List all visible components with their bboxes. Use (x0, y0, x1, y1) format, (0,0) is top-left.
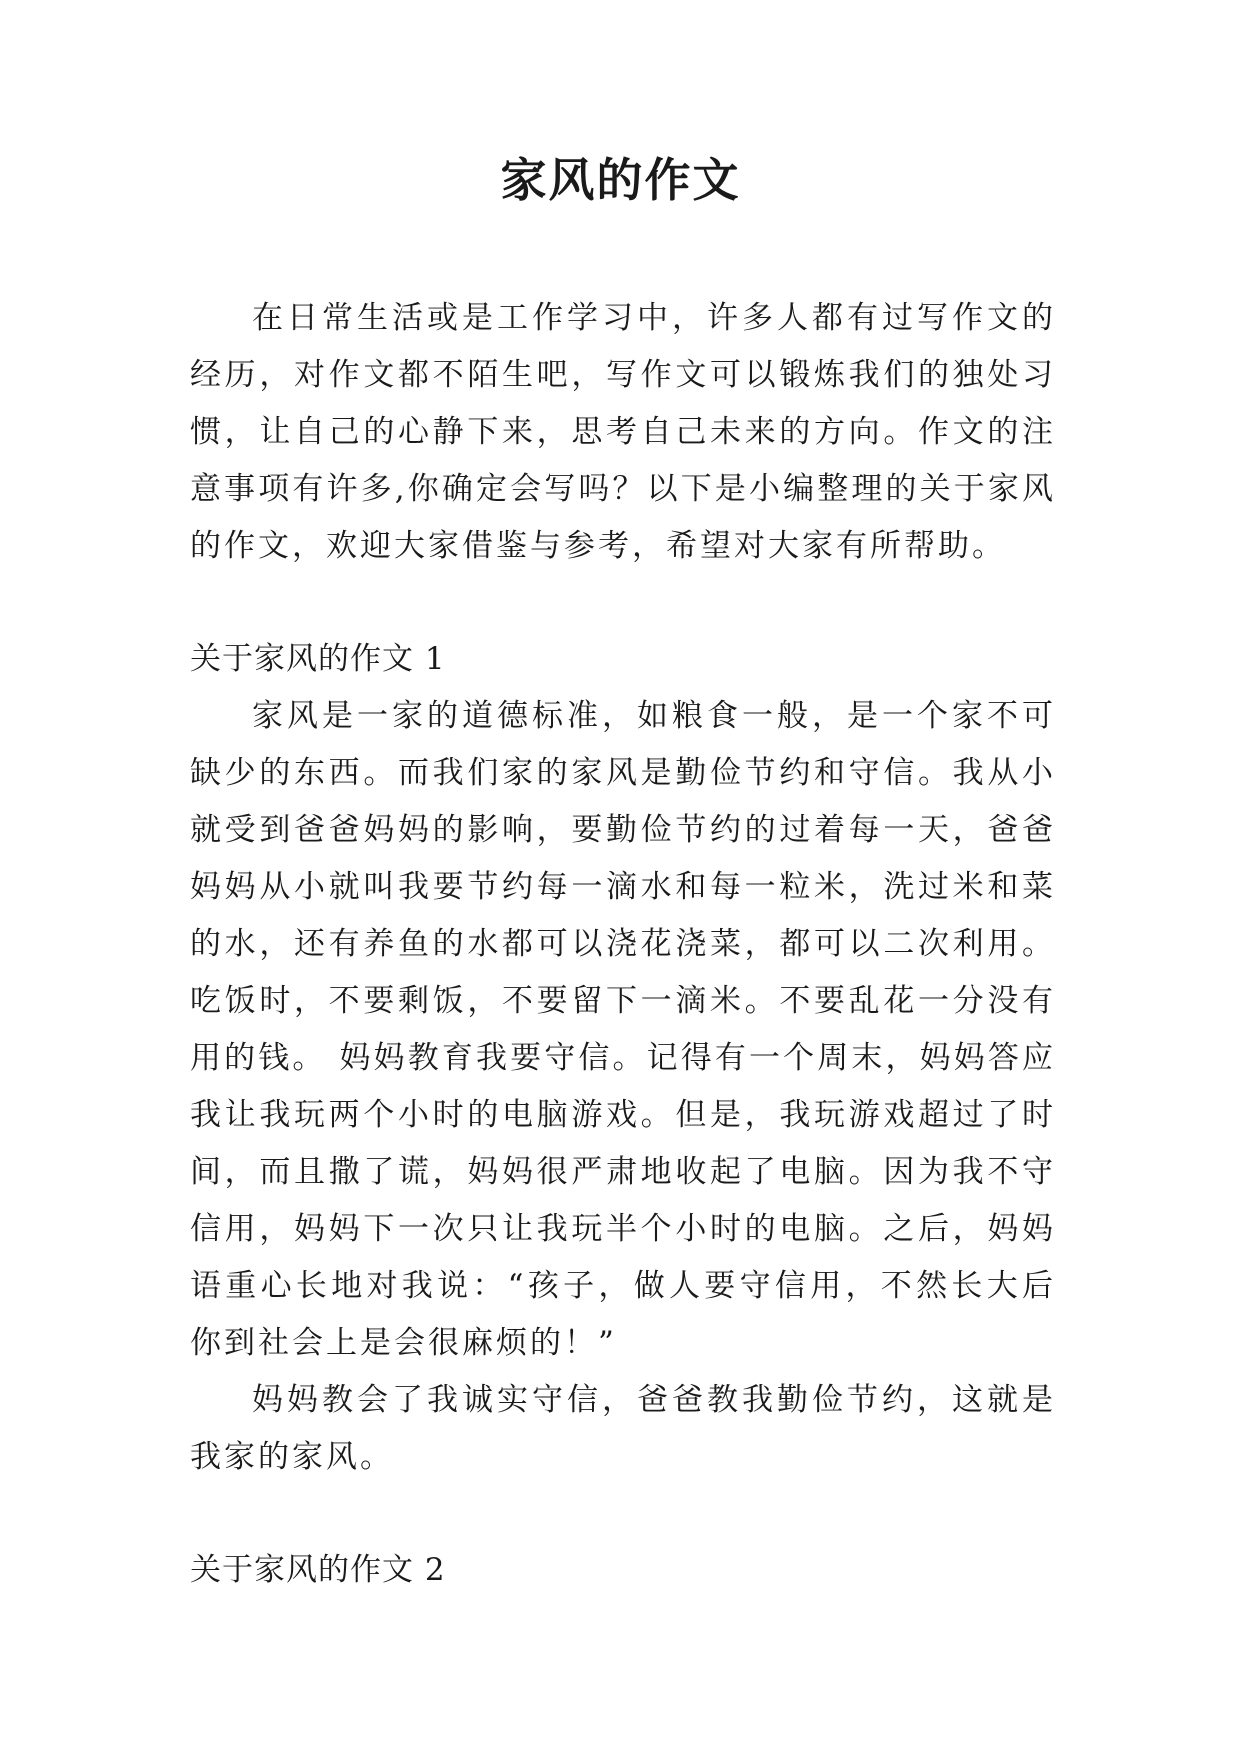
section-spacer (190, 1486, 1056, 1542)
section-spacer (190, 575, 1056, 631)
section-1-paragraph-1: 家风是一家的道德标准，如粮食一般，是一个家不可缺少的东西。而我们家的家风是勤俭节约和守信。我从小就受到爸爸妈妈的影响，要勤俭节约的过着每一天，爸爸妈妈从小就叫我要节约每一滴水和每一粒米，洗过米和菜的水，还有养鱼的水都可以浇花浇菜，都可以二次利用。吃饭时，不要剩饭，不要留下一滴米。不要乱花一分没有用的钱。 妈妈教育我要守信。记得有一个周末，妈妈答应我让我玩两个小时的电脑游戏。但是，我玩游戏超过了时间，而且撒了谎，妈妈很严肃地收起了电脑。因为我不守信用，妈妈下一次只让我玩半个小时的电脑。之后，妈妈语重心长地对我说：“孩子，做人要守信用，不然长大后你到社会上是会很麻烦的！” (190, 698, 1056, 1361)
section-heading-1: 关于家风的作文 1 (190, 641, 446, 677)
document-title: 家风的作文 (500, 153, 741, 207)
intro-paragraph: 在日常生活或是工作学习中，许多人都有过写作文的经历，对作文都不陌生吧，写作文可以锻炼我们的独处习惯，让自己的心静下来，思考自己未来的方向。作文的注意事项有许多,你确定会写吗？以下是小编整理的关于家风的作文，欢迎大家借鉴与参考，希望对大家有所帮助。 (190, 300, 1056, 564)
document-body (190, 290, 1056, 1599)
section-heading-2: 关于家风的作文 2 (190, 1552, 446, 1588)
section-1-paragraph-2: 妈妈教会了我诚实守信，爸爸教我勤俭节约，这就是我家的家风。 (190, 1382, 1056, 1475)
